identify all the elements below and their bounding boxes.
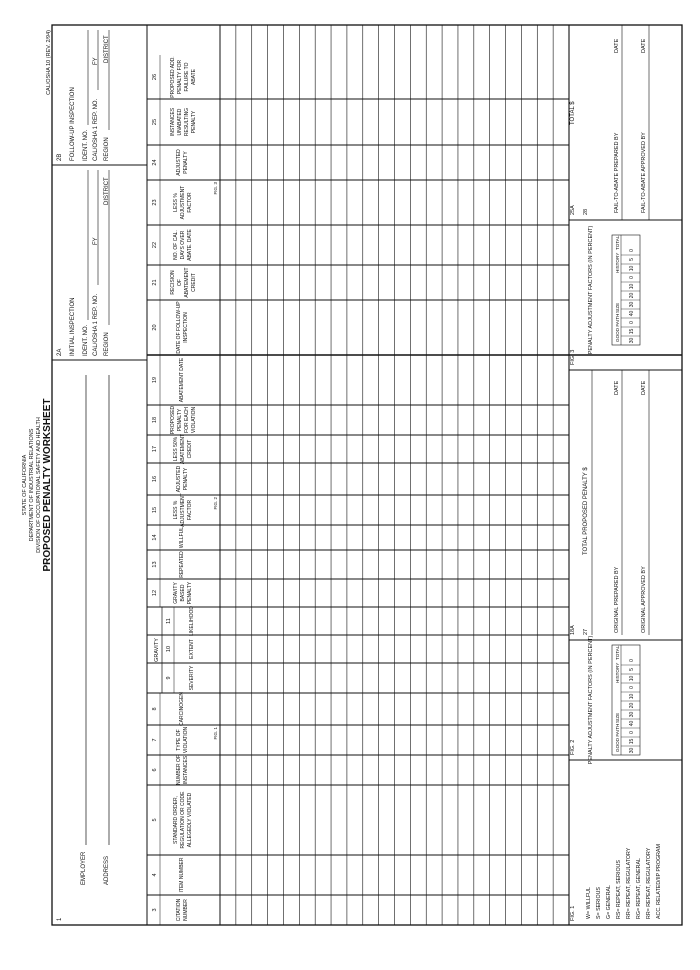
column-number-13: 13 (152, 561, 158, 568)
column-label-5: ALLEGEDLY VIOLATED (187, 792, 193, 848)
column-label-22: DAYS OVER (180, 230, 186, 260)
box-18a-label: 18A (570, 625, 576, 635)
column-label-9: SEVERITY (189, 665, 195, 691)
paf-value: 15 (629, 738, 635, 745)
followup-ident-label: IDENT. NO. (83, 129, 89, 161)
column-label-16: ADJUSTED (176, 465, 182, 493)
box-2a-label: 2A (57, 348, 63, 356)
legend-item: S= SERIOUS (596, 887, 602, 919)
column-label-26: ABATE (191, 68, 197, 86)
column-number-12: 12 (152, 589, 158, 597)
paf-value: 10 (629, 265, 635, 272)
column-label-21: RECISION (170, 270, 176, 295)
paf-value: 0 (629, 659, 635, 662)
paf-title-2: PENALTY ADJUSTMENT FACTORS (IN PERCENT) (588, 225, 594, 355)
original-approved-by-label: ORIGINAL APPROVED BY (641, 566, 647, 633)
column-number-26: 26 (152, 73, 158, 81)
fig2-label: FIG. 2 (570, 739, 576, 755)
column-number-18: 18 (152, 416, 158, 424)
followup-fy-label: FY (93, 57, 99, 65)
total-dollar-label: TOTAL $ (570, 101, 576, 125)
legend-item: ACC. RELATED/IIP PROGRAM (656, 844, 662, 919)
fta-prepared-date-label: DATE (614, 38, 620, 53)
fta-approved-date-label: DATE (641, 38, 647, 53)
box-2b-label: 2B (57, 153, 63, 161)
column-number-22: 22 (152, 241, 158, 249)
column-label-25: PENALTY (191, 110, 197, 134)
fig3-label: FIG. 3 (570, 349, 576, 365)
page-title: PROPOSED PENALTY WORKSHEET (42, 398, 53, 572)
paf-total-label: TOTAL (615, 235, 620, 250)
column-label-11: LIKELIHOOD (189, 605, 195, 637)
legend-item: W= WILLFUL (586, 887, 592, 919)
rotated-form (22, 25, 682, 925)
column-number-25: 25 (152, 118, 158, 126)
ident-no-label: IDENT. NO. (83, 324, 89, 356)
paf-value: 5 (629, 668, 635, 671)
column-number-5: 5 (152, 818, 158, 822)
form-number: CAL/OSHA 10 (REV. 2/94) (46, 30, 52, 95)
column-number-20: 20 (152, 324, 158, 331)
column-label-22: ABATE. DATE (187, 229, 193, 261)
paf-history-label: HISTORY (615, 662, 620, 683)
paf-value: 15 (629, 328, 635, 335)
column-label-4: ITEM NUMBER (179, 857, 185, 893)
column-number-9: 9 (166, 676, 172, 680)
column-label-26: FAILURE TO (184, 62, 190, 92)
adjustment-factor-table-1 (612, 645, 640, 755)
department-line: DEPARTMENT OF INDUSTRIAL RELATIONS (29, 428, 35, 542)
column-label-24: ADJUSTED (176, 149, 182, 176)
column-number-24: 24 (152, 159, 158, 166)
column-number-3: 3 (152, 908, 158, 912)
initial-inspection-label: INITIAL INSPECTION (70, 297, 76, 356)
column-label-26: PENALTY FOR (177, 59, 183, 95)
column-label-12: PENALTY (187, 581, 193, 605)
column-number-21: 21 (152, 279, 158, 286)
legend-item: RG= REPEAT, GENERAL (636, 858, 642, 919)
column-label-23: ADJUSTMENT (180, 185, 186, 220)
legend-item: G= GENERAL (606, 884, 612, 919)
column-label-25: UNABATED (177, 108, 183, 136)
column-label-21: ABATEMENT (184, 267, 190, 298)
total-proposed-penalty-label: TOTAL PROPOSED PENALTY $ (583, 467, 589, 555)
employer-label: EMPLOYER (81, 851, 87, 885)
district-label: DISTRICT (104, 177, 110, 205)
column-note-23: FIG. 3 (213, 182, 218, 195)
followup-district-label: DISTRICT (104, 35, 110, 63)
paf-history-label: HISTORY (615, 252, 620, 273)
original-approved-date-label: DATE (641, 380, 647, 395)
column-label-13: REPEATED (179, 551, 185, 578)
column-label-7: VIOLATION (183, 726, 189, 754)
column-label-6: INSTANCES (183, 755, 189, 785)
column-number-14: 14 (152, 534, 158, 541)
column-label-3: NUMBER (183, 899, 189, 921)
paf-value: 10 (629, 675, 635, 682)
column-label-21: OF (177, 279, 183, 286)
column-label-7: TYPE OF (176, 729, 182, 751)
column-number-16: 16 (152, 475, 158, 483)
footer-band (570, 25, 662, 921)
entry-grid[interactable] (147, 25, 682, 925)
paf-value: 10 (629, 693, 635, 700)
column-label-19: ABATEMENT DATE (179, 357, 185, 403)
column-label-17: LESS 50% (173, 436, 179, 462)
column-label-18: PENALTY (177, 408, 183, 432)
paf-good-faith-label: GOOD FAITH (615, 313, 620, 342)
followup-rep-label: CAL/OSHA 1 REP. NO. (93, 98, 99, 161)
address-label: ADDRESS (104, 855, 110, 885)
gravity-group-label: GRAVITY (154, 638, 160, 662)
paf-value: 30 (629, 301, 635, 308)
followup-inspection-label: FOLLOW-UP INSPECTION (70, 87, 76, 161)
column-number-11: 11 (166, 618, 172, 624)
legend-item: RS= REPEAT, SERIOUS (616, 860, 622, 919)
paf-value: 40 (629, 720, 635, 727)
fta-prepared-by-label: FAIL-TO-ABATE PREPARED BY (614, 132, 620, 213)
column-label-16: PENALTY (183, 467, 189, 491)
original-prepared-date-label: DATE (614, 380, 620, 395)
column-note-7: FIG. 1 (213, 727, 218, 740)
region-label: REGION (104, 332, 110, 356)
column-label-3: CITATION (176, 898, 182, 922)
rep-no-label: CAL/OSHA 1 REP. NO. (93, 293, 99, 356)
column-number-8: 8 (152, 707, 158, 711)
paf-value: 20 (629, 292, 635, 299)
paf-size-label: SIZE (615, 302, 620, 313)
column-label-17: ABATEMENT (180, 433, 186, 465)
column-number-15: 15 (152, 506, 158, 514)
column-label-15: FACTOR (187, 499, 193, 521)
paf-value: 10 (629, 283, 635, 290)
column-label-23: LESS % (173, 193, 179, 212)
column-number-10: 10 (166, 645, 172, 653)
adjustment-factor-table-2 (612, 235, 640, 345)
column-number-23: 23 (152, 199, 158, 206)
column-label-10: EXTENT (189, 639, 195, 659)
column-label-12: BASED (180, 584, 186, 602)
column-label-22: NO. OF CAL. (173, 230, 179, 260)
paf-size-label: SIZE (615, 712, 620, 723)
column-label-20: DATE OF FOLLOW-UP (176, 301, 182, 354)
paf-value: 30 (629, 711, 635, 718)
column-label-23: FACTOR (187, 192, 193, 213)
column-label-26: PROPOSED ADD. (170, 56, 176, 98)
column-label-17: CREDIT (187, 439, 193, 459)
legend-item: RR= REPEAT, REGULATORY (626, 847, 632, 919)
column-label-14: WILLFUL (179, 526, 185, 549)
paf-value: 30 (629, 747, 635, 754)
column-label-8: CARCINOGEN (179, 692, 185, 726)
state-line: STATE OF CALIFORNIA (22, 454, 28, 516)
fy-label: FY (93, 237, 99, 245)
division-line: DIVISION OF OCCUPATIONAL SAFETY AND HEALTH (36, 417, 42, 553)
paf-value: 0 (629, 686, 635, 689)
column-label-21: CREDIT (191, 273, 197, 292)
column-note-15: FIG. 2 (213, 497, 218, 510)
column-number-19: 19 (152, 376, 158, 384)
column-number-6: 6 (152, 768, 158, 772)
column-label-15: LESS % (173, 500, 179, 520)
box-27-label: 27 (583, 628, 589, 635)
fta-approved-by-label: FAIL-TO-ABATE APPROVED BY (641, 132, 647, 213)
column-label-20: INSPECTION (183, 312, 189, 343)
column-label-6: NUMBER OF (176, 755, 182, 785)
original-prepared-by-label: ORIGINAL PREPARED BY (614, 566, 620, 633)
paf-value: 5 (629, 258, 635, 261)
column-label-18: VIOLATION (191, 406, 197, 434)
column-label-12: GRAVITY (173, 582, 179, 604)
column-label-18: FOR EACH (184, 407, 190, 433)
column-label-24: PENALTY (183, 151, 189, 174)
column-label-25: INSTANCES (170, 107, 176, 137)
paf-value: 0 (629, 276, 635, 279)
column-number-17: 17 (152, 445, 158, 453)
followup-region-label: REGION (104, 137, 110, 161)
box-28-label: 28 (583, 208, 589, 215)
paf-total-label: TOTAL (615, 645, 620, 660)
violation-type-legend (586, 844, 662, 919)
paf-value: 30 (629, 337, 635, 344)
column-number-7: 7 (152, 738, 158, 742)
column-label-15: ADJUSTMENT (180, 493, 186, 527)
paf-title-1: PENALTY ADJUSTMENT FACTORS (IN PERCENT) (588, 635, 594, 765)
fig1-label: FIG. 1 (570, 905, 576, 921)
paf-value: 0 (629, 249, 635, 252)
legend-item: RR= REPEAT, REGULATORY (646, 847, 652, 919)
paf-value: 20 (629, 702, 635, 709)
box-1-label: 1 (57, 917, 63, 921)
paf-good-faith-label: GOOD FAITH (615, 723, 620, 752)
column-headers (152, 25, 220, 925)
paf-value: 0 (629, 321, 635, 324)
paf-value: 40 (629, 310, 635, 317)
column-number-4: 4 (152, 873, 158, 877)
box-25a-label: 25A (570, 205, 576, 215)
paf-value: 0 (629, 731, 635, 734)
header-band (52, 25, 147, 925)
column-label-5: STANDARD ORDER, (173, 796, 179, 844)
column-label-25: RESULTING (184, 107, 190, 137)
column-label-5: REGULATION OR CODE (180, 791, 186, 849)
column-label-18: PROPOSED (170, 405, 176, 435)
